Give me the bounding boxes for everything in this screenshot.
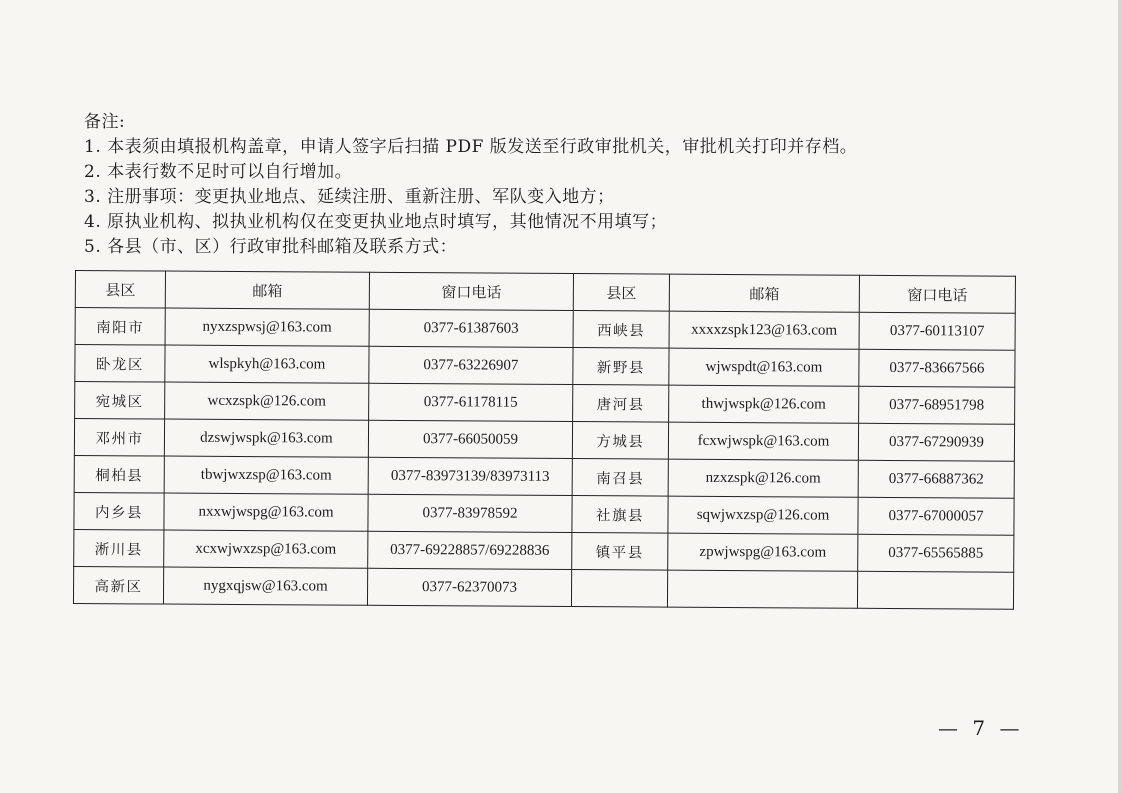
- phone-cell: 0377-68951798: [859, 386, 1015, 424]
- email-cell: [667, 570, 857, 608]
- header-phone: 窗口电话: [369, 272, 573, 310]
- phone-cell: 0377-61387603: [369, 309, 573, 347]
- contact-table: [73, 270, 1016, 610]
- county-cell: 高新区: [73, 566, 163, 604]
- email-cell: xcxwjwxzsp@163.com: [164, 530, 368, 568]
- table-row: [74, 419, 1014, 462]
- county-cell: 卧龙区: [75, 345, 165, 383]
- county-cell: 新野县: [573, 348, 669, 386]
- phone-cell: 0377-69228857/69228836: [368, 531, 572, 569]
- page-number: — 7 —: [938, 716, 1024, 740]
- county-cell: 淅川县: [74, 529, 164, 567]
- county-cell: 宛城区: [75, 382, 165, 420]
- table-row: [73, 566, 1013, 609]
- email-cell: wjwspdt@163.com: [669, 348, 859, 386]
- notes-section: [84, 110, 857, 260]
- phone-cell: 0377-62370073: [367, 568, 571, 606]
- email-cell: wcxzspk@126.com: [165, 382, 369, 420]
- phone-cell: [857, 571, 1013, 609]
- header-email: 邮箱: [165, 271, 369, 309]
- county-cell: 西峡县: [573, 311, 669, 349]
- email-cell: tbwjwxzsp@163.com: [164, 456, 368, 494]
- note-item-3: 3. 注册事项：变更执业地点、延续注册、重新注册、军队变入地方；: [84, 187, 615, 207]
- header-county: 县区: [573, 274, 669, 312]
- phone-cell: 0377-67000057: [858, 497, 1014, 535]
- county-cell: [571, 570, 667, 608]
- county-cell: 桐柏县: [74, 455, 164, 493]
- phone-cell: 0377-63226907: [369, 346, 573, 384]
- email-cell: thwjwspk@126.com: [669, 385, 859, 423]
- phone-cell: 0377-65565885: [858, 534, 1014, 572]
- phone-cell: 0377-66050059: [368, 420, 572, 458]
- table-row: [74, 455, 1014, 498]
- table-row: [75, 308, 1015, 351]
- phone-cell: 0377-67290939: [858, 423, 1014, 461]
- email-cell: xxxxzspk123@163.com: [669, 311, 859, 349]
- county-cell: 邓州市: [74, 419, 164, 457]
- county-cell: 唐河县: [573, 385, 669, 423]
- phone-cell: 0377-83667566: [859, 349, 1015, 387]
- county-cell: 南召县: [572, 459, 668, 497]
- email-cell: nzxzspk@126.com: [668, 459, 858, 497]
- note-item-1: 1. 本表须由填报机构盖章，申请人签字后扫描 PDF 版发送至行政审批机关，审批机关打印并存档。: [84, 137, 858, 157]
- county-cell: 南阳市: [75, 308, 165, 346]
- scan-edge: [1118, 0, 1122, 793]
- table-row: [75, 382, 1015, 425]
- header-county: 县区: [75, 271, 165, 309]
- email-cell: wlspkyh@163.com: [165, 345, 369, 383]
- county-cell: 镇平县: [572, 533, 668, 571]
- note-item-4: 4. 原执业机构、拟执业机构仅在变更执业地点时填写，其他情况不用填写；: [84, 212, 668, 232]
- email-cell: fcxwjwspk@163.com: [668, 422, 858, 460]
- table-row: [74, 529, 1014, 572]
- phone-cell: 0377-60113107: [859, 312, 1015, 350]
- phone-cell: 0377-83978592: [368, 494, 572, 532]
- email-cell: nyxzspwsj@163.com: [165, 308, 369, 346]
- email-cell: nygxqjsw@163.com: [163, 567, 367, 605]
- phone-cell: 0377-66887362: [858, 460, 1014, 498]
- email-cell: zpwjwspg@163.com: [668, 533, 858, 571]
- email-cell: dzswjwspk@163.com: [164, 419, 368, 457]
- notes-heading: 备注:: [84, 112, 126, 132]
- note-item-5: 5. 各县（市、区）行政审批科邮箱及联系方式：: [84, 237, 458, 257]
- table-row: [75, 345, 1015, 388]
- note-item-2: 2. 本表行数不足时可以自行增加。: [84, 162, 353, 182]
- county-cell: 内乡县: [74, 492, 164, 530]
- header-email: 邮箱: [669, 274, 859, 312]
- county-cell: 方城县: [572, 422, 668, 460]
- county-cell: 社旗县: [572, 496, 668, 534]
- header-phone: 窗口电话: [859, 275, 1015, 313]
- table-row: [74, 492, 1014, 535]
- phone-cell: 0377-83973139/83973113: [368, 457, 572, 495]
- phone-cell: 0377-61178115: [369, 383, 573, 421]
- email-cell: nxxwjwspg@163.com: [164, 493, 368, 531]
- table-header-row: [75, 271, 1015, 314]
- email-cell: sqwjwxzsp@126.com: [668, 496, 858, 534]
